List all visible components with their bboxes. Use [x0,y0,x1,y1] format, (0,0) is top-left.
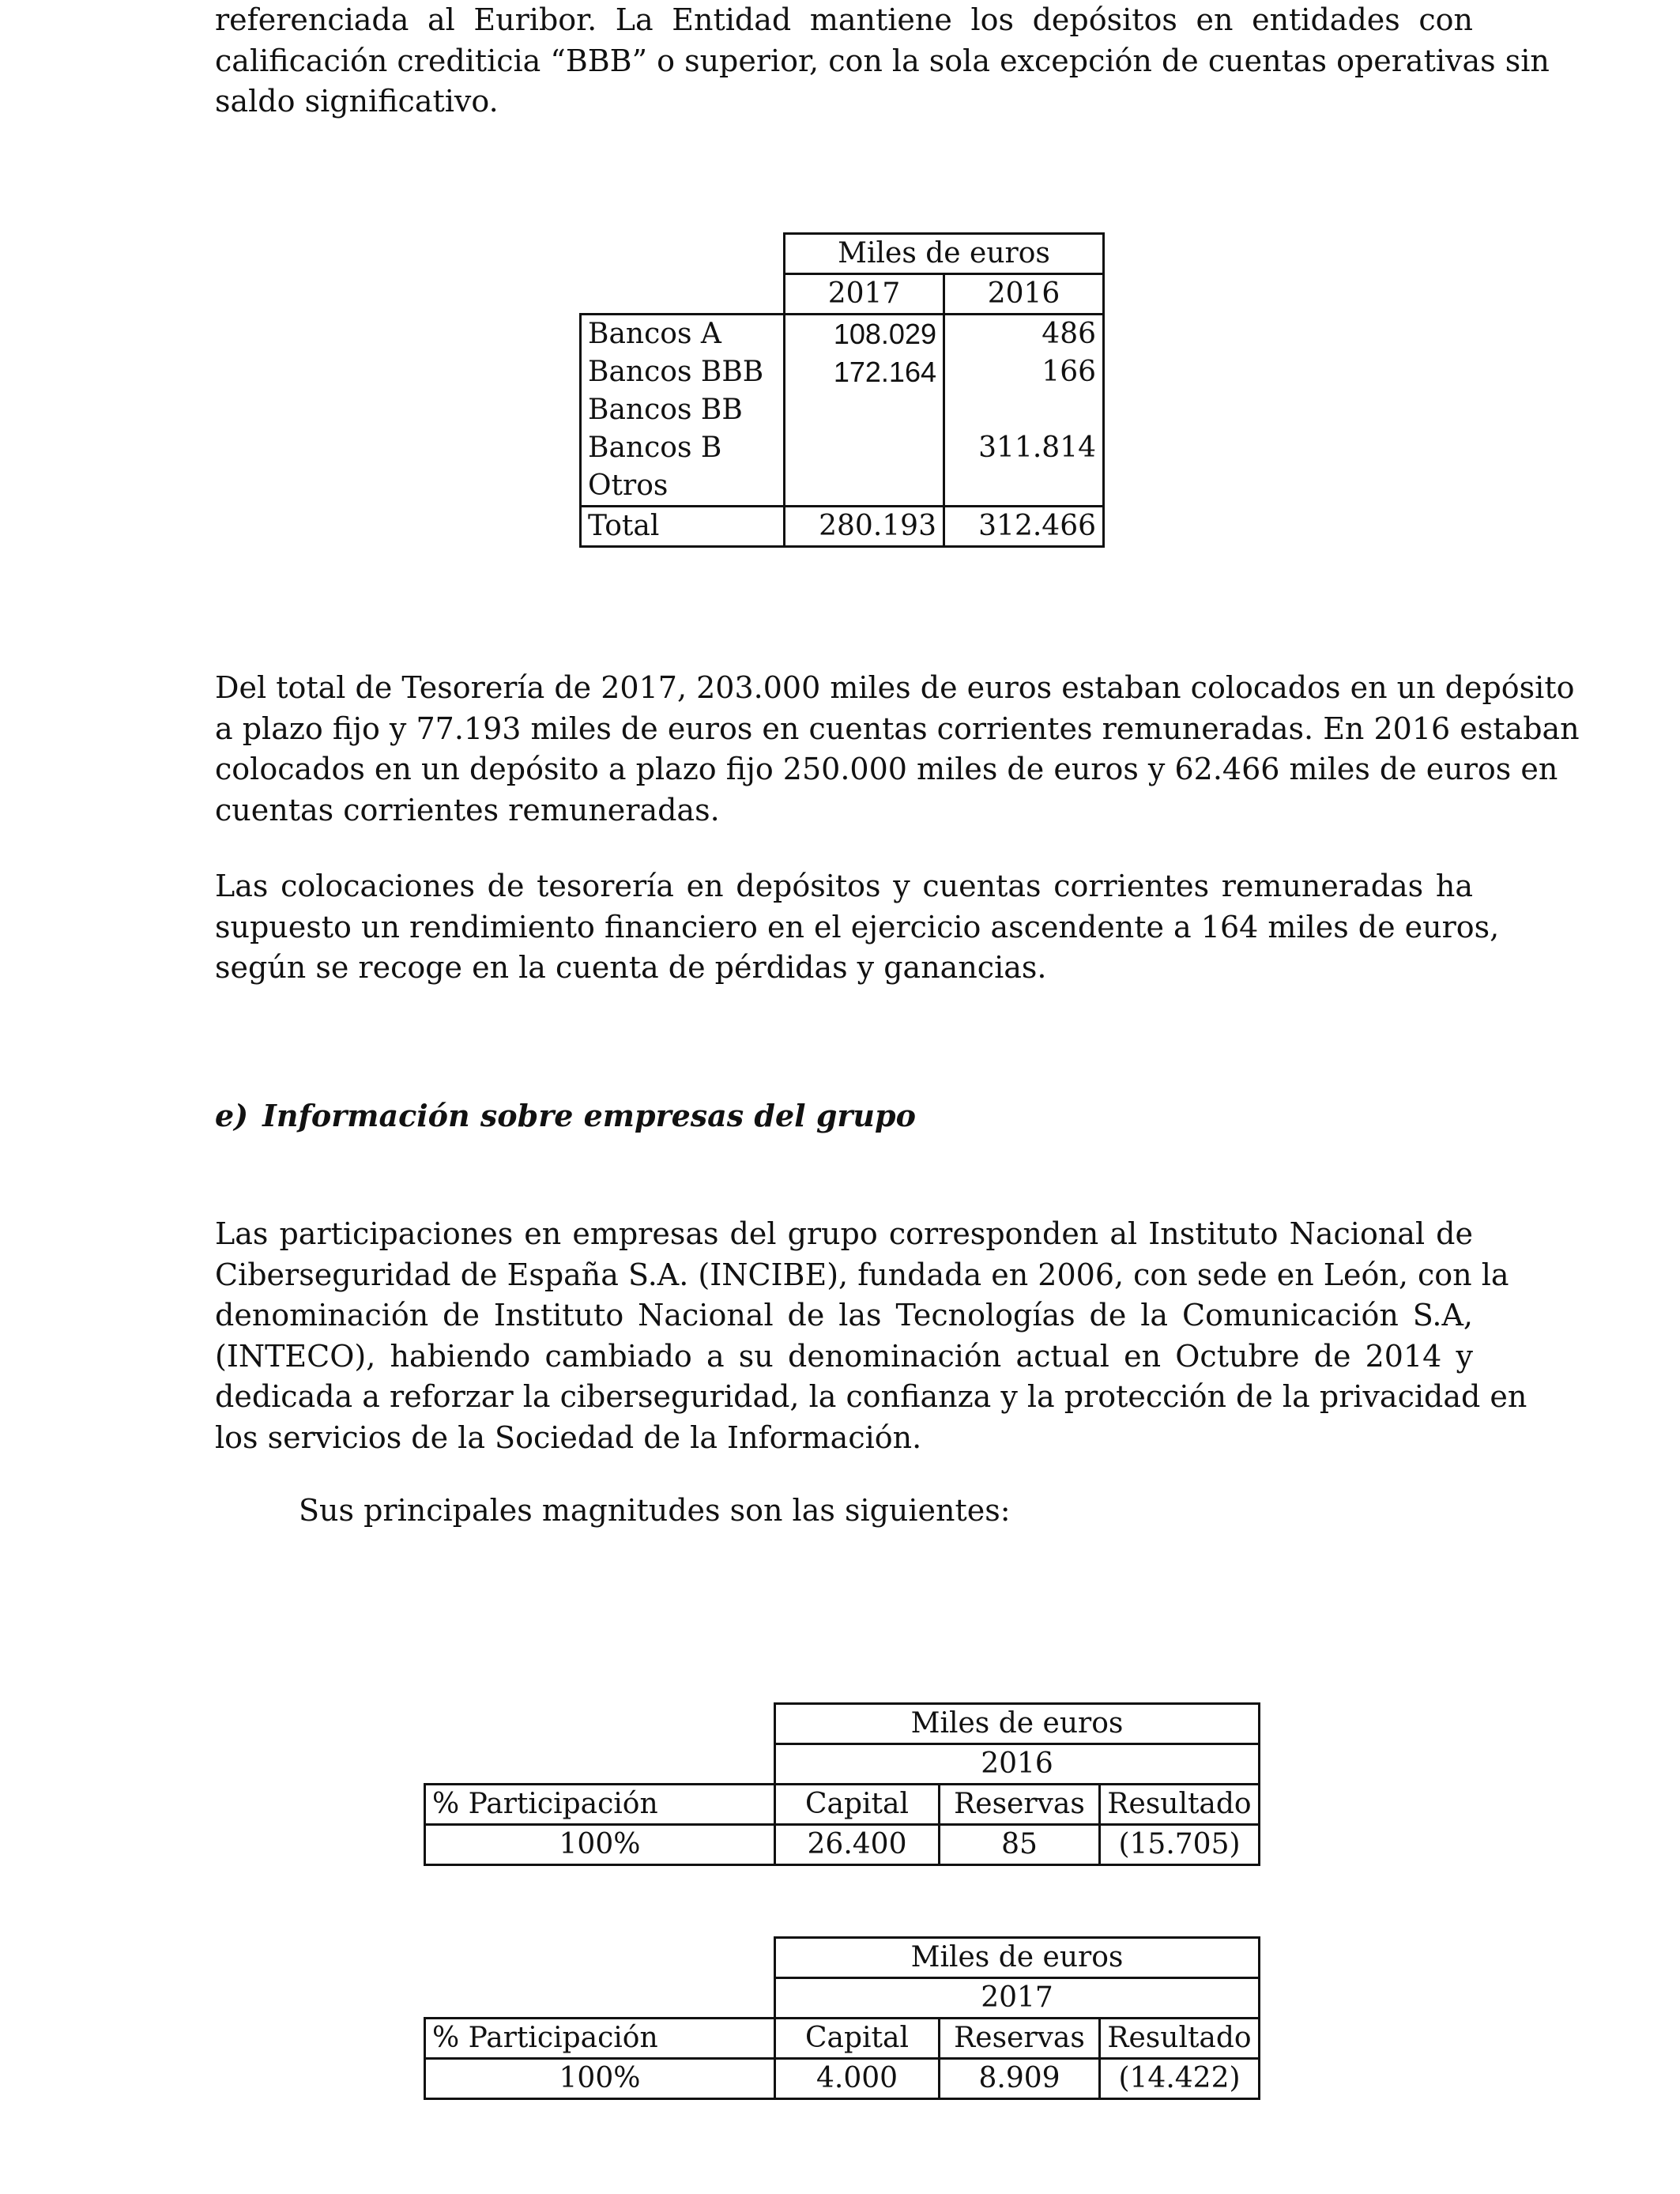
paragraph-line: cuentas corrientes remuneradas. [215,792,720,827]
column-header-row [425,2019,1260,2059]
empty-cell [425,1978,775,2019]
paragraph-line: saldo significativo. [215,84,499,119]
value-2017: 172.164 [785,353,944,391]
paragraph-line: (INTECO), habiendo cambiado a su denominación actual en Octubre de 2014 y [215,1338,1473,1374]
table-row [425,2059,1260,2099]
empty-cell [425,1744,775,1785]
capital-header: Capital [775,1785,940,1825]
column-header-row [425,1785,1260,1825]
table-row [581,467,1104,507]
deposits-rating-table [579,232,1105,548]
capital-value: 4.000 [775,2059,940,2099]
participation-value: 100% [425,1825,775,1865]
table-row [581,391,1104,429]
paragraph-line: referenciada al Euribor. La Entidad mantiene los depósitos en entidades con [215,2,1473,37]
value-2016: 486 [944,315,1104,354]
capital-value: 26.400 [775,1825,940,1865]
year-header-2017: 2017 [785,274,944,315]
group-header: Miles de euros [785,234,1104,274]
value-2016: 166 [944,353,1104,391]
group-header: Miles de euros [775,1938,1260,1978]
empty-cell [425,1704,775,1744]
total-2017: 280.193 [785,507,944,547]
section-letter: e) [215,1098,249,1133]
paragraph-line: Del total de Tesorería de 2017, 203.000 miles de euros estaban colocados en un depósito [215,670,1575,705]
empty-cell [581,234,785,274]
paragraph-line: Ciberseguridad de España S.A. (INCIBE), fundada en 2006, con sede en León, con la [215,1257,1509,1292]
empty-cell [425,1938,775,1978]
row-label: Bancos BB [581,391,785,429]
result-header: Resultado [1100,2019,1260,2059]
total-label: Total [581,507,785,547]
reserves-value: 85 [940,1825,1100,1865]
year-header-2016: 2016 [944,274,1104,315]
total-2016: 312.466 [944,507,1104,547]
table-row [425,1825,1260,1865]
table-row [581,315,1104,354]
paragraph-line: denominación de Instituto Nacional de las Tecnologías de la Comunicación S.A, [215,1298,1473,1333]
value-2016: 311.814 [944,429,1104,467]
group-paragraph [215,1214,1527,1458]
magnitudes-2017-table [424,1936,1260,2100]
value-2017 [785,391,944,429]
intro-paragraph [215,0,1550,123]
paragraph-line: colocados en un depósito a plazo fijo 250.000 miles de euros y 62.466 miles de euros en [215,752,1558,786]
row-label: Bancos B [581,429,785,467]
value-2016 [944,467,1104,507]
paragraph-line: los servicios de la Sociedad de la Información. [215,1419,922,1455]
section-heading [215,1095,916,1137]
yield-paragraph [215,866,1500,989]
value-2016 [944,391,1104,429]
total-row [581,507,1104,547]
empty-cell [581,274,785,315]
capital-header: Capital [775,2019,940,2059]
result-value: (14.422) [1100,2059,1260,2099]
magnitudes-intro: Sus principales magnitudes son las siguientes: [299,1493,1011,1528]
row-label: Bancos BBB [581,353,785,391]
paragraph-line: dedicada a reforzar la ciberseguridad, la confianza y la protección de la privacidad en [215,1379,1527,1414]
result-header: Resultado [1100,1785,1260,1825]
participation-value: 100% [425,2059,775,2099]
result-value: (15.705) [1100,1825,1260,1865]
section-title: Información sobre empresas del grupo [262,1098,916,1133]
reserves-value: 8.909 [940,2059,1100,2099]
year-header: 2016 [775,1744,1260,1785]
row-label: Bancos A [581,315,785,354]
row-label: Otros [581,467,785,507]
group-header: Miles de euros [775,1704,1260,1744]
year-header: 2017 [775,1978,1260,2019]
table-row [581,353,1104,391]
paragraph-line: Las colocaciones de tesorería en depósitos y cuentas corrientes remuneradas ha [215,869,1473,903]
treasury-paragraph [215,668,1580,831]
table-row [581,429,1104,467]
paragraph-line: supuesto un rendimiento financiero en el ejercicio ascendente a 164 miles de euros, [215,909,1500,944]
value-2017 [785,467,944,507]
value-2017 [785,429,944,467]
participation-header: % Participación [425,1785,775,1825]
paragraph-line: según se recoge en la cuenta de pérdidas y ganancias. [215,950,1047,985]
reserves-header: Reservas [940,1785,1100,1825]
participation-header: % Participación [425,2019,775,2059]
paragraph-line: calificación crediticia “BBB” o superior, con la sola excepción de cuentas operativas sin [215,43,1550,78]
magnitudes-2016-table [424,1702,1260,1866]
reserves-header: Reservas [940,2019,1100,2059]
value-2017: 108.029 [785,315,944,354]
paragraph-line: a plazo fijo y 77.193 miles de euros en cuentas corrientes remuneradas. En 2016 estaban [215,711,1580,746]
paragraph-line: Las participaciones en empresas del grupo corresponden al Instituto Nacional de [215,1216,1473,1251]
